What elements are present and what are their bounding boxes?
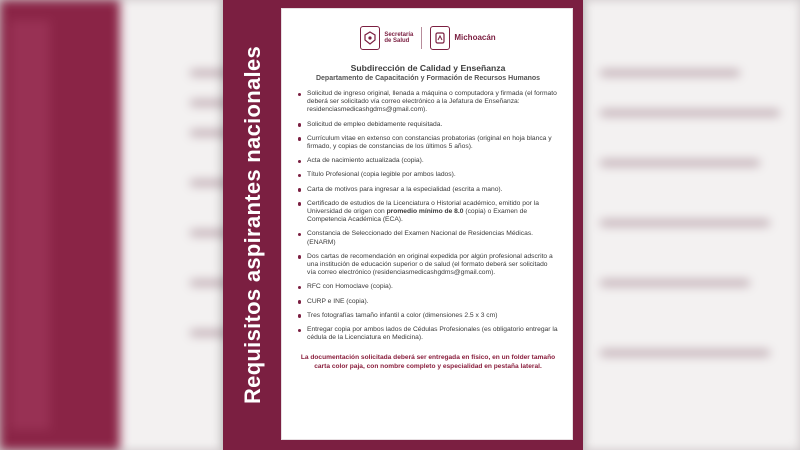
list-item: Solicitud de ingreso original, llenada a máquina o computadora y firmada (el formato deberá ser solicitado vía correo electrónico a la Jefatura de Enseñanza: residenciasmedicashgdms@gmail.com). — [298, 90, 558, 115]
list-item: Constancia de Seleccionado del Examen Nacional de Residencias Médicas.(ENARM) — [298, 230, 558, 246]
heading — [298, 63, 558, 82]
logo-divider — [421, 27, 422, 49]
requirements-card — [281, 8, 573, 440]
michoacan-logo-text: Michoacán — [454, 32, 496, 42]
list-item: Entregar copia por ambos lados de Cédulas Profesionales (es obligatorio entregar la cédula de la Licenciatura en Medicina). — [298, 326, 558, 342]
footer-note: La documentación solicitada deberá ser entregada en físico, en un folder tamaño carta color paja, con nombre completo y especialidad en pestaña lateral. — [300, 354, 556, 370]
side-title — [226, 0, 280, 450]
heading-title: Subdirección de Calidad y Enseñanza — [350, 63, 506, 73]
list-item: Tres fotografías tamaño infantil a color (dimensiones 2.5 x 3 cm) — [298, 312, 558, 320]
michoacan-emblem-icon — [430, 26, 450, 50]
list-item: RFC con Homoclave (copia). — [298, 283, 558, 291]
list-item: Carta de motivos para ingresar a la especialidad (escrita a mano). — [298, 186, 558, 194]
list-item: Acta de nacimiento actualizada (copia). — [298, 157, 558, 165]
list-item: Dos cartas de recomendación en original expedida por algún profesional adscrito a una institución de educación superior o de salud (el formato deberá ser solicitado vía correo electrónico (residenciasmedicashgdms@gmail.com). — [298, 253, 558, 278]
salud-logo-line2: de Salud — [384, 38, 410, 44]
salud-emblem-icon — [360, 26, 380, 50]
heading-subtitle: Departamento de Capacitación y Formación de Recursos Humanos — [315, 75, 541, 82]
list-item: Solicitud de empleo debidamente requisitada. — [298, 121, 558, 129]
michoacan-logo — [430, 26, 495, 50]
list-item: Título Profesional (copia legible por ambos lados). — [298, 171, 558, 179]
list-item: CURP e INE (copia). — [298, 298, 558, 306]
salud-logo-line1: Secretaría — [384, 31, 414, 38]
certificate-text-before: Certificado de estudios de la Licenciatura o Historial académico, emitido por la Universidad de origen con — [307, 199, 539, 216]
flyer — [223, 0, 583, 450]
list-item-certificate — [298, 200, 558, 225]
list-item: Currículum vitae en extenso con constancias probatorias (original en hoja blanca y firmado, y copias de constancias de los últimos 5 años). — [298, 135, 558, 151]
certificate-text-bold: promedio mínimo de 8.0 — [386, 208, 464, 216]
side-title-text: Requisitos aspirantes nacionales — [240, 45, 265, 405]
requirements-list — [298, 90, 558, 342]
logos — [298, 23, 558, 53]
salud-logo — [360, 26, 413, 50]
certificate-text-after: (copia) o Examen de Competencia Académica (ECA). — [307, 208, 528, 224]
